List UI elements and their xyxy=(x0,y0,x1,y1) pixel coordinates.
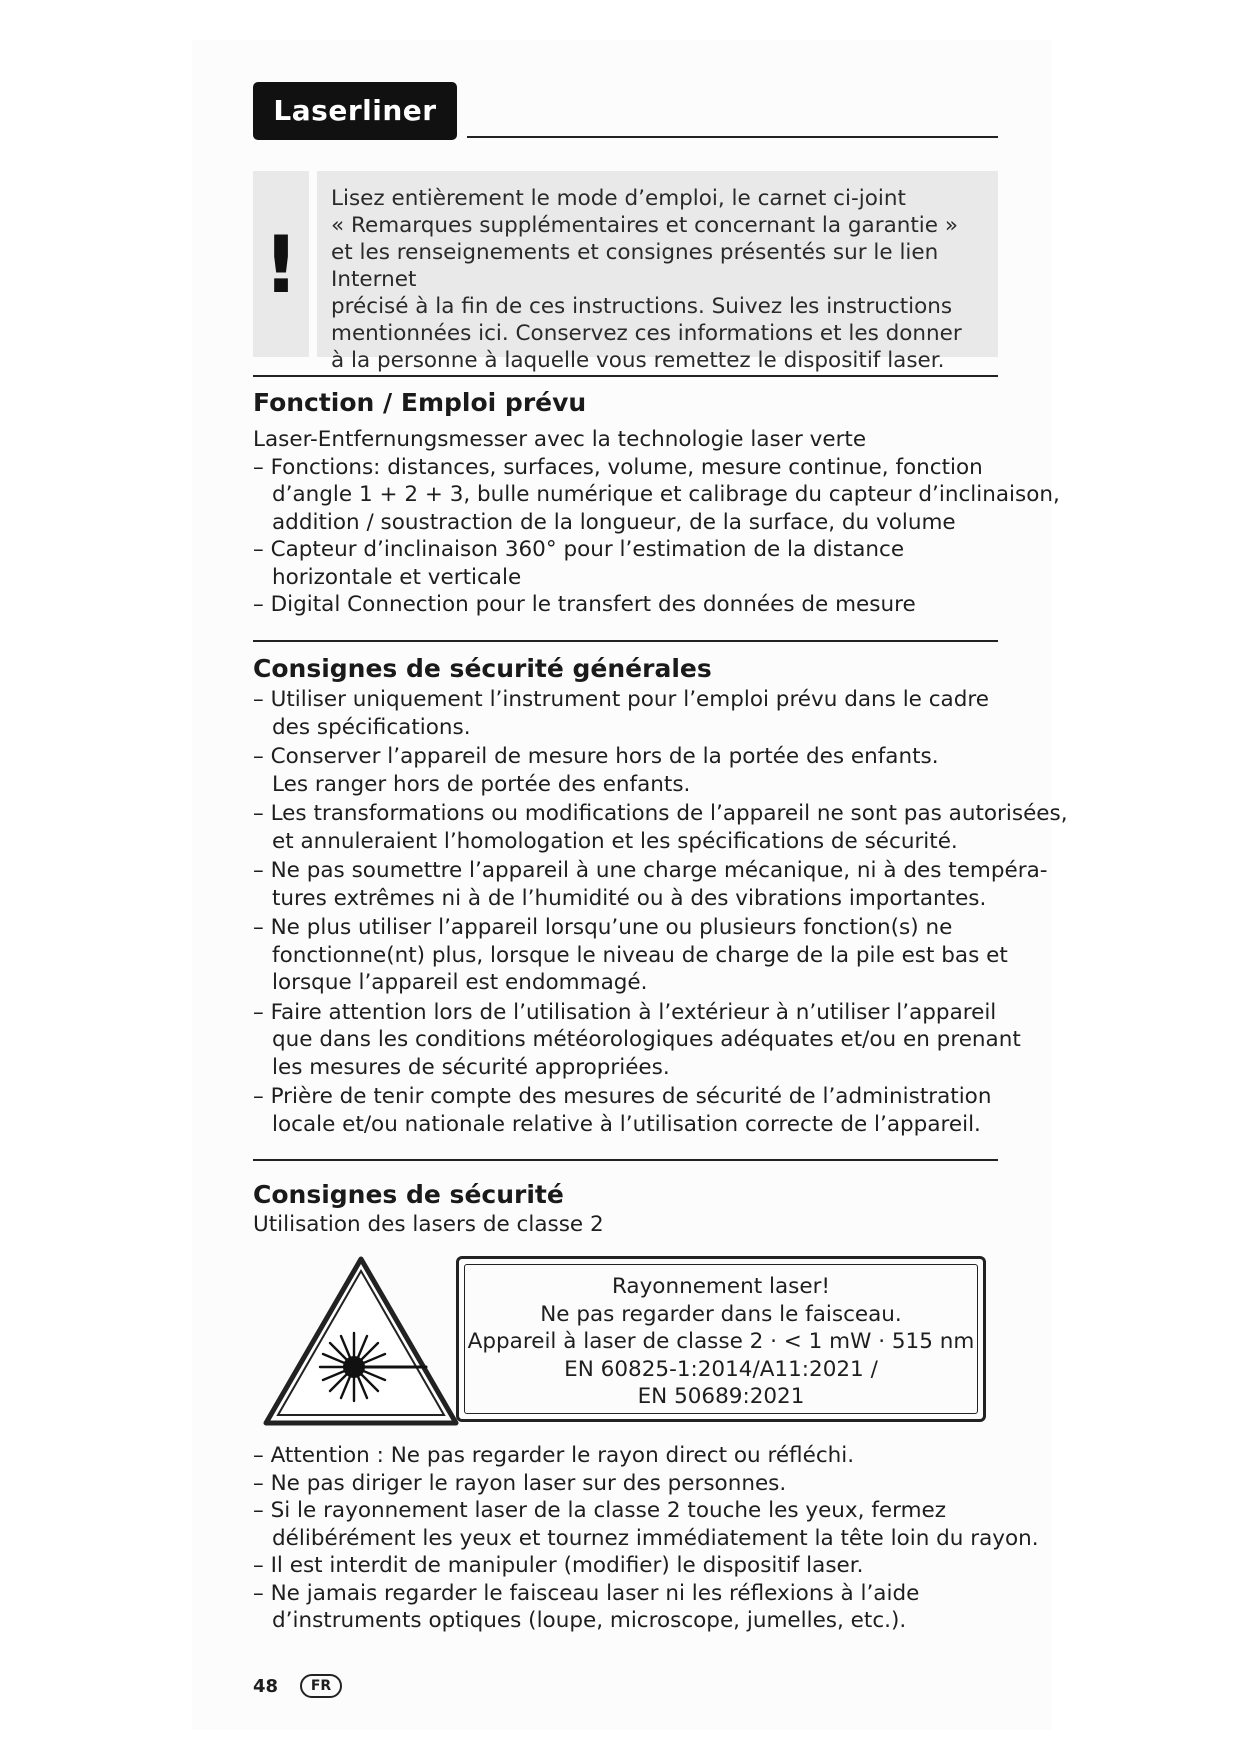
laser-safety-list xyxy=(253,1442,1039,1635)
laser-label-line: EN 50689:2021 xyxy=(637,1384,805,1409)
list-item-line: d’instruments optiques (loupe, microscope, jumelles, etc.). xyxy=(272,1608,907,1633)
notice-line: « Remarques supplémentaires et concernant la garantie » xyxy=(331,213,958,238)
notice-text xyxy=(331,185,991,374)
header-rule xyxy=(467,136,998,138)
laser-label-line: EN 60825-1:2014/A11:2021 / xyxy=(564,1356,878,1382)
list-item-line: – Prière de tenir compte des mesures de sécurité de l’administration xyxy=(253,1084,992,1109)
list-item-line: locale et/ou nationale relative à l’utilisation correcte de l’appareil. xyxy=(272,1111,981,1137)
notice-box xyxy=(253,171,998,373)
list-item-line: – Faire attention lors de l’utilisation à l’extérieur à n’utiliser l’appareil xyxy=(253,999,997,1025)
notice-line: Lisez entièrement le mode d’emploi, le carnet ci-joint xyxy=(331,186,906,211)
language-badge: FR xyxy=(300,1674,342,1698)
section-divider xyxy=(253,1159,998,1161)
laser-class-subtitle xyxy=(253,1211,1003,1239)
list-item-line: – Ne plus utiliser l’appareil lorsqu’une ou plusieurs fonction(s) ne xyxy=(253,915,953,940)
list-item-line: horizontale et verticale xyxy=(272,564,522,590)
list-item-line: – Capteur d’inclinaison 360° pour l’estimation de la distance xyxy=(253,537,905,562)
exclamation-icon-box xyxy=(253,171,309,357)
list-item-line: – Attention : Ne pas regarder le rayon direct ou réfléchi. xyxy=(253,1443,855,1468)
list-item-line: – Ne pas diriger le rayon laser sur des personnes. xyxy=(253,1470,787,1496)
list-item-line: d’angle 1 + 2 + 3, bulle numérique et calibrage du capteur d’inclinaison, xyxy=(272,482,1060,507)
list-item-line: – Ne jamais regarder le faisceau laser ni les réflexions à l’aide xyxy=(253,1580,920,1606)
list-item-line: – Fonctions: distances, surfaces, volume, mesure continue, fonction xyxy=(253,454,983,480)
list-item-line: tures extrêmes ni à de l’humidité ou à des vibrations importantes. xyxy=(272,885,987,911)
laser-label-line: Appareil à laser de classe 2 · < 1 mW · 515 nm xyxy=(467,1329,975,1354)
notice-line: mentionnées ici. Conservez ces informations et les donner xyxy=(331,321,962,346)
list-item-line: – Il est interdit de manipuler (modifier) le dispositif laser. xyxy=(253,1553,864,1578)
list-item-line: lorsque l’appareil est endommagé. xyxy=(272,970,648,995)
laser-label-inner xyxy=(464,1264,978,1414)
laser-warning-icon xyxy=(262,1255,460,1427)
list-item-line: des spécifications. xyxy=(272,714,471,740)
list-item-line: – Conserver l’appareil de mesure hors de la portée des enfants. xyxy=(253,744,939,769)
laser-label-line: Ne pas regarder dans le faisceau. xyxy=(540,1301,902,1327)
list-item-line: et annuleraient l’homologation et les spécifications de sécurité. xyxy=(272,828,958,854)
function-intro: Laser-Entfernungsmesser avec la technologie laser verte xyxy=(253,427,867,452)
brand-logo: Laserliner xyxy=(253,82,457,140)
laser-label-line: Rayonnement laser! xyxy=(611,1274,831,1299)
section-title-general-safety: Consignes de sécurité générales xyxy=(253,654,712,683)
list-item-line: – Les transformations ou modifications de l’appareil ne sont pas autorisées, xyxy=(253,801,1068,826)
notice-line: à la personne à laquelle vous remettez le dispositif laser. xyxy=(331,348,945,373)
list-item-line: addition / soustraction de la longueur, de la surface, du volume xyxy=(272,509,956,535)
list-item-line: Les ranger hors de portée des enfants. xyxy=(272,771,691,797)
notice-text-box xyxy=(317,171,998,373)
laser-class-subtitle-text: Utilisation des lasers de classe 2 xyxy=(253,1212,604,1237)
general-safety-list xyxy=(253,686,1068,1138)
section-divider xyxy=(253,375,998,377)
list-item-line: – Digital Connection pour le transfert des données de mesure xyxy=(253,592,916,617)
notice-line: et les renseignements et consignes présentés sur le lien Internet xyxy=(331,240,939,292)
list-item-line: fonctionne(nt) plus, lorsque le niveau de charge de la pile est bas et xyxy=(272,942,1008,968)
list-item-line: les mesures de sécurité appropriées. xyxy=(272,1054,670,1080)
page-number: 48 xyxy=(253,1676,279,1697)
list-item-line: délibérément les yeux et tournez immédiatement la tête loin du rayon. xyxy=(272,1525,1039,1551)
section-title-laser-safety: Consignes de sécurité xyxy=(253,1180,564,1209)
section-divider xyxy=(253,640,998,642)
section-title-function: Fonction / Emploi prévu xyxy=(253,388,587,417)
laser-label-box xyxy=(456,1256,986,1422)
notice-line: précisé à la fin de ces instructions. Suivez les instructions xyxy=(331,294,953,319)
exclamation-icon: ! xyxy=(263,221,299,311)
list-item-line: que dans les conditions météorologiques adéquates et/ou en prenant xyxy=(272,1027,1021,1052)
list-item-line: – Utiliser uniquement l’instrument pour l’emploi prévu dans le cadre xyxy=(253,687,989,712)
list-item-line: – Si le rayonnement laser de la classe 2 touche les yeux, fermez xyxy=(253,1498,947,1523)
function-list xyxy=(253,426,1060,619)
list-item-line: – Ne pas soumettre l’appareil à une charge mécanique, ni à des tempéra- xyxy=(253,858,1048,883)
